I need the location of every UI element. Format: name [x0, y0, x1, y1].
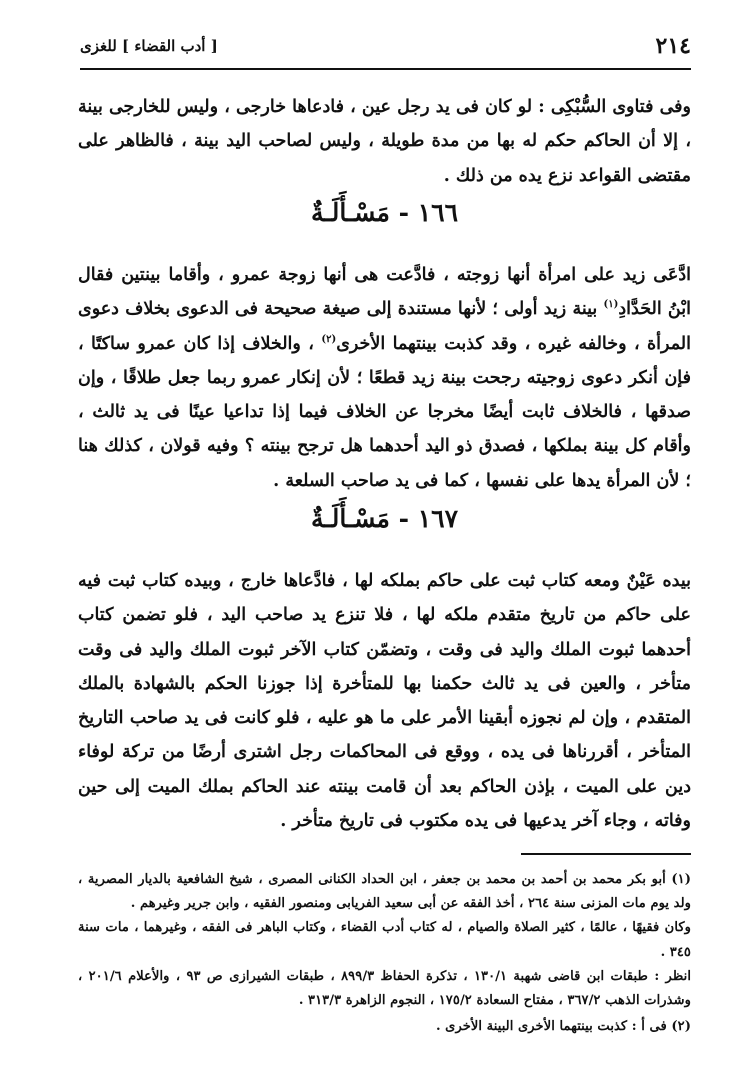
footnote-ref-2: (٢) — [321, 333, 337, 345]
page-number: ٢١٤ — [655, 33, 691, 59]
footnote-rule — [521, 853, 691, 855]
heading-masala-166: ١٦٦ - مَسْـأَلَـةٌ — [310, 198, 459, 227]
page-header — [80, 28, 691, 64]
paragraph-masala-166 — [78, 258, 691, 498]
heading-masala-167: ١٦٧ - مَسْـأَلَـةٌ — [310, 504, 459, 533]
paragraph-text: بينة زيد أولى ؛ لأنها مستندة إلى صيغة صحيحة فى الدعوى بخلاف دعوى المرأة ، وخالفه غيره ، وقد كذبت بينتهما الأخرى — [78, 299, 692, 354]
paragraph-masala-167: بيده عَيْنٌ ومعه كتاب ثبت على حاكم بملكه لها ، فادَّعاها خارج ، وبيده كتاب ثبت فيه على حاكم من تاريخ متقدم ملكه لها ، فلا تنزع يد صاحب اليد ، فلو تضمن كتاب أحدهما ثبوت الملك واليد فى وقت ، وتضمّن كتاب الآخر ثبوت الملك واليد فى وقت متأخر ، والعين فى يد ثالث حكمنا بها للمتأخرة إذا جوزنا الحكم بالشهادة بالملك المتقدم ، وإن لم نجوزه أبقينا الأمر على ما هو عليه ، فلو كانت فى يد صاحب التاريخ المتأخر ، أقررناها فى يده ، ووقع فى المحاكمات رجل اشترى أرضًا من تركة لوفاء دين على الميت ، بإذن الحاكم بعد أن قامت بينته عند الحاكم بملك الميت إلى حين وفاته ، وجاء آخر يدعيها فى يده مكتوب فى تاريخ متأخر . — [78, 571, 691, 832]
running-title: [ أدب القضاء ] للغزى — [80, 37, 218, 55]
footnote-2: (٢) فى أ : كذبت بينتهما الأخرى البينة الأخرى . — [435, 1019, 691, 1035]
paragraph-fatawa-subki: وفى فتاوى السُّبْكِى : لو كان فى يد رجل عين ، فادعاها خارجى ، وليس للخارجى بينة ، إلا أن الحاكم حكم له بها من مدة طويلة ، وليس لصاحب اليد بينة ، فالظاهر على مقتضى القواعد نزع يده من ذلك . — [78, 97, 691, 186]
paragraph-text: ، والخلاف إذا كان عمرو ساكتًا ، فإن أنكر دعوى زوجيته رجحت بينة زيد قطعًا ؛ لأن إنكار عمرو ربما جعل طلاقًا ، وإن صدقها ، فالخلاف ثابت أيضًا مخرجا عن الخلاف فيما إذا تداعيا عينًا فى يد ثالث ، وأقام كل بينة بملكها ، فصدق ذو اليد أحدهما هل ترجح بينته ؟ وفيه قولان ، كذلك هنا ؛ لأن المرأة يدها على نفسها ، كما فى يد صاحب السلعة . — [78, 333, 691, 491]
footnote-1-bio: (١) أبو بكر محمد بن أحمد بن محمد بن جعفر ، ابن الحداد الكنانى المصرى ، شيخ الشافعية بالديار المصرية ، ولد يوم مات المزنى سنة ٢٦٤ ، أخذ الفقه عن أبى سعيد الفريابى ومنصور الفقيه ، وابن جرير وغيرهم . — [78, 872, 691, 912]
footnote-1-sources: انظر : طبقات ابن قاضى شهبة ١٣٠/١ ، تذكرة الحفاظ ٨٩٩/٣ ، طبقات الشيرازى ص ٩٣ ، والأعلام ٢٠١/٦ ، وشذرات الذهب ٣٦٧/٢ ، مفتاح السعادة ١٧٥/٢ ، النجوم الزاهرة ٣١٣/٣ . — [78, 968, 691, 1009]
paragraph-text: ادَّعَى زيد على امرأة أنها زوجته ، فادَّعت هى أنها زوجة عمرو ، وأقاما بينتين فقال ابْنُ الحَدَّادِ — [78, 265, 691, 320]
footnote-1-desc: وكان فقيهًا ، عالمًا ، كثير الصلاة والصيام ، له كتاب أدب القضاء ، وكتاب الباهر فى الفقه ، وغيرهما ، مات سنة ٣٤٥ . — [78, 920, 691, 960]
footnote-ref-1: (١) — [603, 299, 619, 311]
header-rule — [80, 68, 691, 70]
footnotes — [78, 868, 691, 1039]
